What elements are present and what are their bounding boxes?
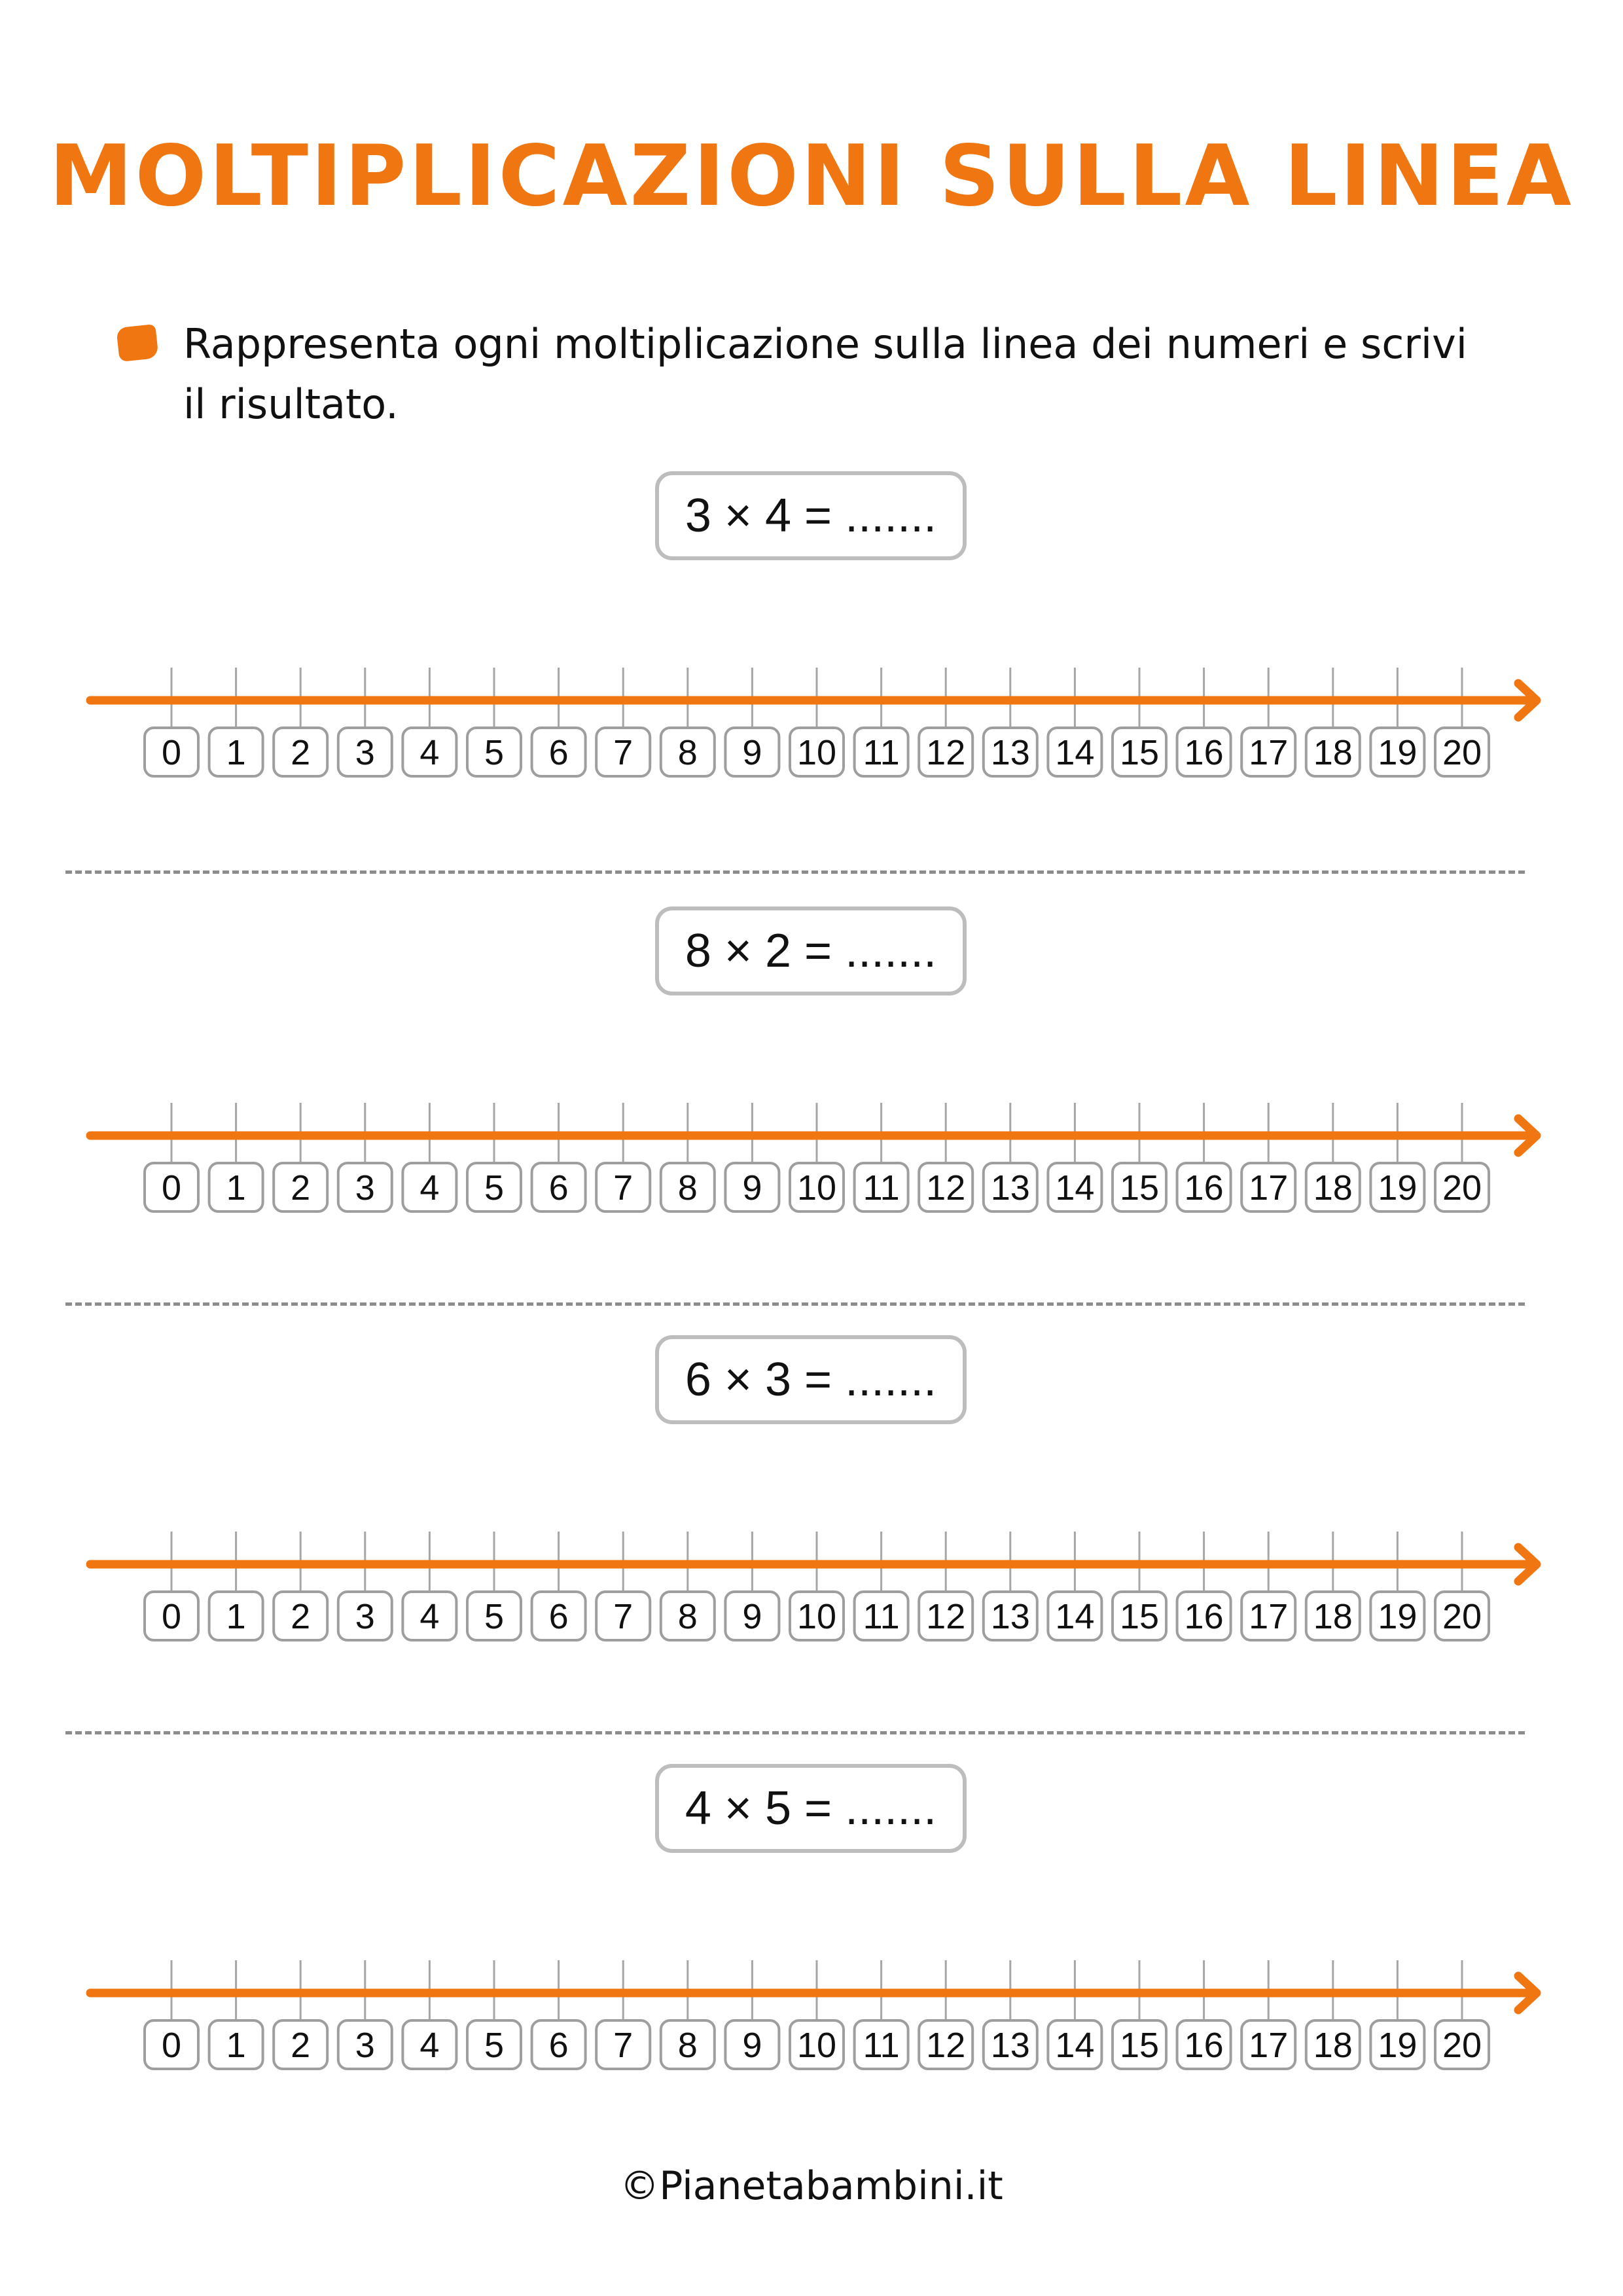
tick-label: 3 <box>355 2026 375 2065</box>
tick-label: 3 <box>355 1168 375 1208</box>
bullet-icon <box>116 324 158 362</box>
tick-label: 4 <box>419 733 440 772</box>
expression-box[interactable]: 8 × 2 = ....... <box>655 906 967 996</box>
tick-label: 19 <box>1378 2026 1418 2065</box>
tick-label: 8 <box>677 733 698 772</box>
tick-label: 10 <box>796 2026 837 2065</box>
tick-label: 9 <box>742 1597 762 1636</box>
tick-label: 11 <box>863 2026 900 2065</box>
tick-label: 13 <box>990 1168 1030 1208</box>
tick-label: 4 <box>419 1597 440 1636</box>
tick-label: 11 <box>863 1168 900 1208</box>
tick-label: 17 <box>1249 1168 1289 1208</box>
tick-label: 0 <box>161 1597 182 1636</box>
separator <box>65 1302 1525 1306</box>
tick-label: 18 <box>1313 733 1353 772</box>
tick-label: 6 <box>548 733 569 772</box>
tick-label: 2 <box>291 733 311 772</box>
tick-label: 10 <box>796 1168 837 1208</box>
page-title: MOLTIPLICAZIONI SULLA LINEA <box>49 128 1574 225</box>
tick-label: 6 <box>548 1597 569 1636</box>
tick-label: 14 <box>1055 1597 1095 1636</box>
tick-label: 19 <box>1378 1597 1418 1636</box>
exercise <box>0 906 1623 1273</box>
tick-label: 11 <box>863 733 900 772</box>
tick-label: 1 <box>226 733 246 772</box>
tick-label: 12 <box>926 2026 966 2065</box>
tick-label: 8 <box>677 2026 698 2065</box>
tick-label: 14 <box>1055 733 1095 772</box>
tick-label: 14 <box>1055 2026 1095 2065</box>
tick-label: 5 <box>484 2026 505 2065</box>
tick-label: 18 <box>1313 1597 1353 1636</box>
tick-label: 16 <box>1184 1597 1224 1636</box>
tick-label: 13 <box>990 1597 1030 1636</box>
tick-label: 4 <box>419 1168 440 1208</box>
tick-label: 5 <box>484 1168 505 1208</box>
tick-label: 2 <box>291 1597 311 1636</box>
tick-label: 1 <box>226 2026 246 2065</box>
exercise <box>0 1335 1623 1702</box>
tick-label: 7 <box>613 733 633 772</box>
tick-label: 20 <box>1442 1597 1482 1636</box>
tick-label: 9 <box>742 733 762 772</box>
tick-label: 18 <box>1313 1168 1353 1208</box>
separator <box>65 870 1525 874</box>
tick-label: 7 <box>613 1168 633 1208</box>
tick-label: 6 <box>548 2026 569 2065</box>
tick-label: 20 <box>1442 2026 1482 2065</box>
tick-label: 5 <box>484 1597 505 1636</box>
tick-label: 1 <box>226 1168 246 1208</box>
tick-label: 0 <box>161 1168 182 1208</box>
number-line <box>0 1532 1623 1689</box>
instruction-text: Rappresenta ogni moltiplicazione sulla linea dei numeri e scrivi il risultato. <box>183 320 1467 428</box>
tick-label: 12 <box>926 733 966 772</box>
tick-label: 18 <box>1313 2026 1353 2065</box>
tick-label: 8 <box>677 1168 698 1208</box>
tick-label: 2 <box>291 1168 311 1208</box>
exercise <box>0 471 1623 838</box>
expression-box[interactable]: 3 × 4 = ....... <box>655 471 967 560</box>
tick-label: 16 <box>1184 1168 1224 1208</box>
tick-label: 17 <box>1249 733 1289 772</box>
tick-label: 3 <box>355 733 375 772</box>
tick-label: 13 <box>990 2026 1030 2065</box>
tick-label: 12 <box>926 1597 966 1636</box>
tick-label: 3 <box>355 1597 375 1636</box>
copyright: ©Pianetabambini.it <box>620 2163 1003 2209</box>
number-line <box>0 1103 1623 1260</box>
tick-label: 10 <box>796 733 837 772</box>
tick-label: 15 <box>1119 733 1160 772</box>
tick-label: 9 <box>742 1168 762 1208</box>
tick-label: 8 <box>677 1597 698 1636</box>
tick-label: 17 <box>1249 2026 1289 2065</box>
tick-label: 15 <box>1119 1168 1160 1208</box>
tick-label: 0 <box>161 733 182 772</box>
tick-label: 1 <box>226 1597 246 1636</box>
tick-label: 10 <box>796 1597 837 1636</box>
expression-box[interactable]: 6 × 3 = ....... <box>655 1335 967 1424</box>
tick-label: 20 <box>1442 733 1482 772</box>
tick-label: 5 <box>484 733 505 772</box>
tick-label: 14 <box>1055 1168 1095 1208</box>
tick-label: 6 <box>548 1168 569 1208</box>
tick-label: 0 <box>161 2026 182 2065</box>
tick-label: 15 <box>1119 1597 1160 1636</box>
exercise <box>0 1764 1623 2130</box>
tick-label: 12 <box>926 1168 966 1208</box>
tick-label: 4 <box>419 2026 440 2065</box>
tick-label: 19 <box>1378 733 1418 772</box>
tick-label: 19 <box>1378 1168 1418 1208</box>
tick-label: 9 <box>742 2026 762 2065</box>
tick-label: 20 <box>1442 1168 1482 1208</box>
number-line <box>0 1960 1623 2117</box>
tick-label: 11 <box>863 1597 900 1636</box>
tick-label: 2 <box>291 2026 311 2065</box>
separator <box>65 1731 1525 1734</box>
tick-label: 17 <box>1249 1597 1289 1636</box>
expression-box[interactable]: 4 × 5 = ....... <box>655 1764 967 1853</box>
tick-label: 15 <box>1119 2026 1160 2065</box>
tick-label: 16 <box>1184 733 1224 772</box>
tick-label: 7 <box>613 1597 633 1636</box>
tick-label: 16 <box>1184 2026 1224 2065</box>
tick-label: 13 <box>990 733 1030 772</box>
tick-label: 7 <box>613 2026 633 2065</box>
number-line <box>0 668 1623 825</box>
